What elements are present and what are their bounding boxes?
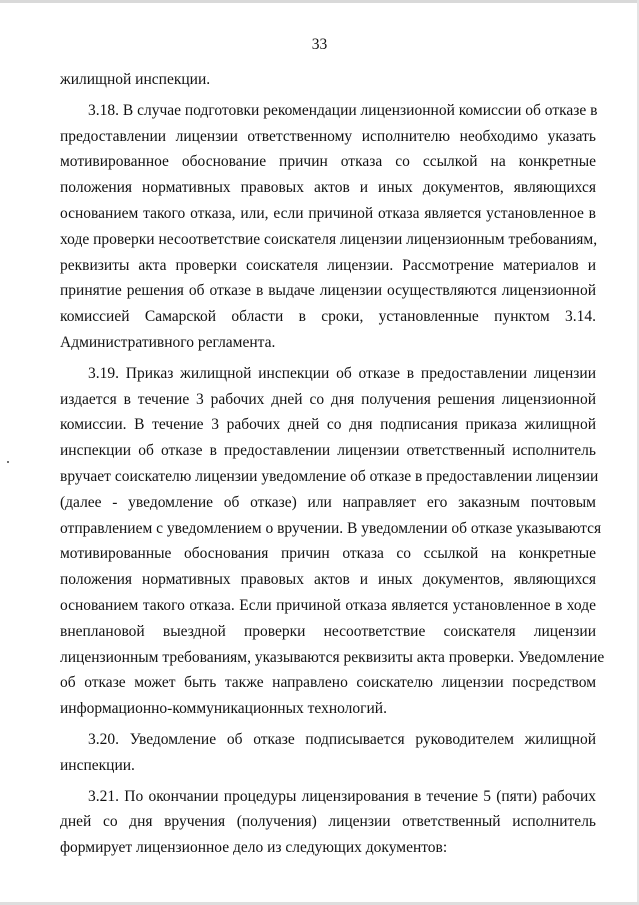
paragraph-3-19-line: (далее - уведомление об отказе) или направляет его заказным почтовым (60, 493, 596, 511)
paragraph-3-19-line: об отказе может быть также направлено соискателю лицензии посредством (60, 674, 596, 692)
paragraph-3-21-line: дней со дня вручения (получения) лицензии ответственный исполнитель (60, 813, 596, 831)
paragraph-3-18-line: положения нормативных правовых актов и иных документов, являющихся (60, 179, 596, 197)
paragraph-3-19-line: 3.19. Приказ жилищной инспекции об отказе в предоставлении лицензии (88, 364, 596, 382)
paragraph-3-19-line: лицензионным требованиям, указываются реквизиты акта проверки. Уведомление (60, 648, 605, 666)
text-line: жилищной инспекции. (60, 71, 211, 88)
paragraph-3-18-line: принятие решения об отказе в выдаче лицензии осуществляются лицензионной (60, 282, 596, 300)
paragraph-3-18-line: реквизиты акта проверки соискателя лицензии. Рассмотрение материалов и (60, 256, 596, 274)
paragraph-3-18-line: комиссией Самарской области в сроки, установленные пунктом 3.14. (60, 308, 596, 326)
paragraph-3-19-line: внеплановой выездной проверки несоответствие соискателя лицензии (60, 622, 596, 640)
paragraph-3-18-line: ходе проверки несоответствие соискателя лицензии лицензионным требованиям, (60, 230, 598, 248)
paragraph-3-19-line: инспекции об отказе в предоставлении лицензии ответственный исполнитель (60, 442, 596, 460)
paragraph-3-18-line: мотивированное обоснование причин отказа со ссылкой на конкретные (60, 153, 596, 171)
paragraph-3-21-line: 3.21. По окончании процедуры лицензирования в течение 5 (пяти) рабочих (88, 787, 596, 805)
scan-speck (7, 461, 9, 463)
document-body (60, 67, 605, 861)
paragraph-3-19-line: комиссии. В течение 3 рабочих дней со дня подписания приказа жилищной (60, 416, 596, 434)
paragraph-3-18-line: Административного регламента. (60, 333, 276, 351)
paragraph-3-20-line: 3.20. Уведомление об отказе подписывается руководителем жилищной (88, 730, 596, 748)
paragraph-3-19-line: вручает соискателю лицензии уведомление об отказе в предоставлении лицензии (60, 467, 599, 485)
paragraph-3-18-line: 3.18. В случае подготовки рекомендации лицензионной комиссии об отказе в (88, 101, 598, 119)
paragraph-3-19-line: положения нормативных правовых актов и иных документов, являющихся (60, 571, 596, 589)
paragraph-3-19-line: информационно-коммуникационных технологий. (60, 700, 387, 718)
paragraph-3-21-line: формирует лицензионное дело из следующих документов: (60, 839, 448, 857)
page-number: 33 (311, 36, 328, 53)
paragraph-3-19-line: мотивированные обоснования причин отказа со ссылкой на конкретные (60, 545, 596, 563)
paragraph-3-18-line: предоставлении лицензии ответственному исполнителю необходимо указать (60, 127, 596, 145)
paragraph-3-19-line: основанием такого отказа. Если причиной отказа является установленное в ходе (60, 596, 596, 614)
top-scan-edge (0, 0, 639, 3)
paragraph-3-18-line: основанием такого отказа, или, если причиной отказа является установленное в (60, 204, 596, 222)
paragraph-3-19-line: издается в течение 3 рабочих дней со дня получения решения лицензионной (60, 390, 596, 408)
paragraph-3-19-line: отправлением с уведомлением о вручении. В уведомлении об отказе указываются (60, 519, 602, 537)
paragraph-3-20-line: инспекции. (60, 756, 135, 774)
